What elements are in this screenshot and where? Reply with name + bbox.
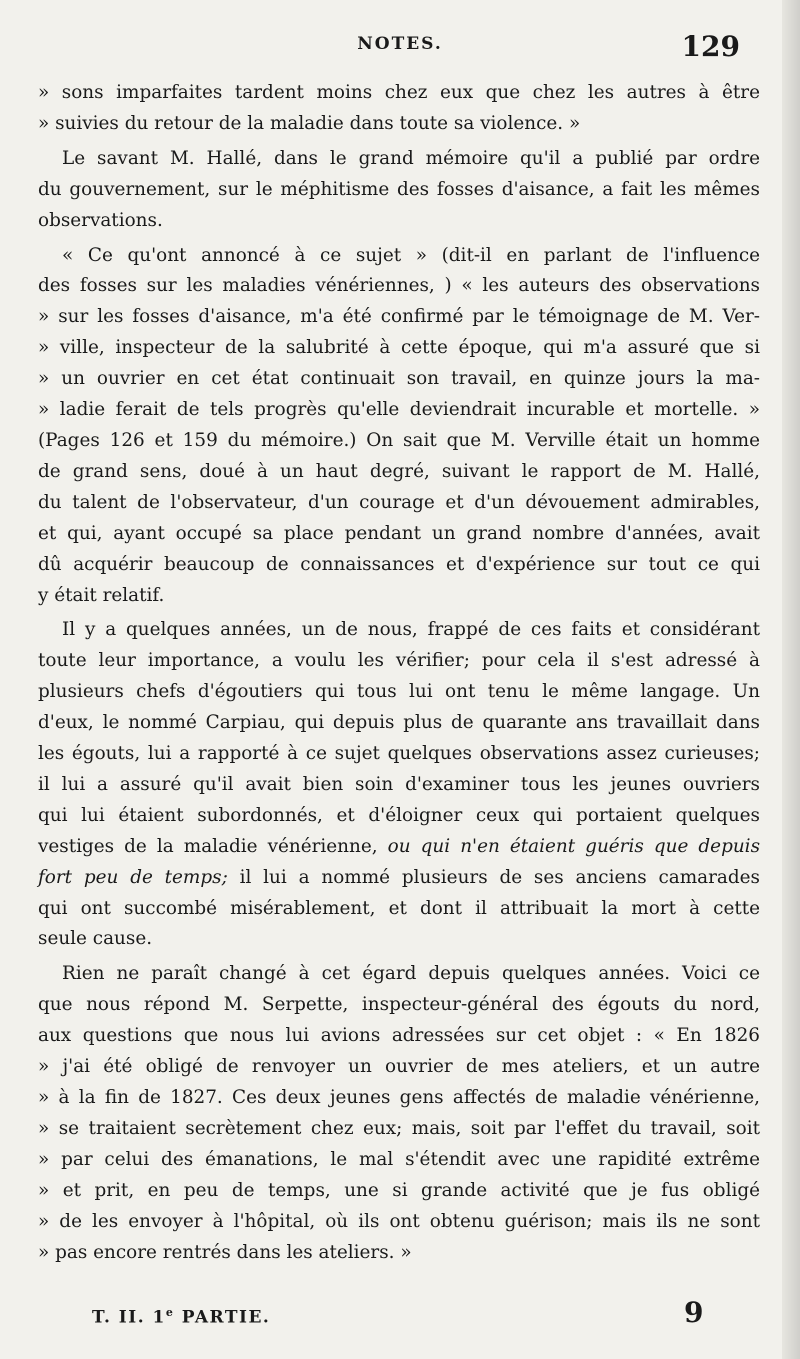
paragraph-5 [38, 959, 760, 1268]
text-line: seule cause. [38, 928, 153, 950]
paragraph-1 [38, 78, 760, 140]
text-line: » par celui des émanations, le mal s'étendit avec une rapidité extrême [38, 1148, 760, 1170]
line-text: vestiges de la maladie vénérienne, [38, 835, 388, 857]
page-header [0, 30, 800, 70]
text-line: » ladie ferait de tels progrès qu'elle deviendrait incurable et mortelle. » [38, 399, 760, 421]
text-line: y était relatif. [38, 584, 165, 606]
text-line: aux questions que nous lui avions adressées sur cet objet : « En 1826 [38, 1025, 760, 1047]
line-text: Le savant M. Hallé, dans le grand mémoire qu'il a publié par ordre [62, 147, 760, 169]
signature-superscript: e [165, 1306, 175, 1319]
paragraph-4 [38, 615, 760, 955]
text-line-with-italic [38, 832, 760, 863]
text-line: plusieurs chefs d'égoutiers qui tous lui ont tenu le même langage. Un [38, 681, 760, 703]
line-text: il lui a nommé plusieurs de ses anciens camarades [227, 866, 760, 888]
text-line [38, 144, 760, 175]
text-line: les égouts, lui a rapporté à ce sujet quelques observations assez curieuses; [38, 743, 760, 765]
text-line [38, 615, 760, 646]
text-line: » sons imparfaites tardent moins chez eux que chez les autres à être [38, 82, 760, 103]
sheet-number: 9 [684, 1296, 704, 1329]
text-line: d'eux, le nommé Carpiau, qui depuis plus de quarante ans travaillait dans [38, 712, 760, 734]
text-line: » pas encore rentrés dans les ateliers. » [38, 1241, 412, 1263]
text-line: » se traitaient secrètement chez eux; mais, soit par l'effet du travail, soit [38, 1117, 760, 1139]
text-line: toute leur importance, a voulu les vérifier; pour cela il s'est adressé à [38, 650, 760, 672]
text-line: qui ont succombé misérablement, et dont il attribuait la mort à cette [38, 897, 760, 919]
text-line-with-italic [38, 863, 760, 894]
signature-prefix: T. II. 1 [92, 1307, 166, 1328]
line-text: Il y a quelques années, un de nous, frappé de ces faits et considérant [62, 619, 760, 641]
text-line: dû acquérir beaucoup de connaissances et d'expérience sur tout ce qui [38, 553, 760, 575]
text-line: et qui, ayant occupé sa place pendant un grand nombre d'années, avait [38, 522, 760, 544]
text-line: » de les envoyer à l'hôpital, où ils ont obtenu guérison; mais ils ne sont [38, 1210, 760, 1232]
text-line: qui lui étaient subordonnés, et d'éloigner ceux qui portaient quelques [38, 804, 760, 826]
text-line: » j'ai été obligé de renvoyer un ouvrier de mes ateliers, et un autre [38, 1056, 760, 1078]
text-line: (Pages 126 et 159 du mémoire.) On sait que M. Verville était un homme [38, 429, 760, 451]
text-line: » et prit, en peu de temps, une si grande activité que je fus obligé [38, 1179, 760, 1201]
text-line: que nous répond M. Serpette, inspecteur-général des égouts du nord, [38, 994, 760, 1016]
line-text: Rien ne paraît changé à cet égard depuis quelques années. Voici ce [62, 963, 760, 985]
italic-text: fort peu de temps; [38, 866, 228, 888]
text-line: » suivies du retour de la maladie dans toute sa violence. » [38, 112, 581, 134]
text-line: » à la fin de 1827. Ces deux jeunes gens affectés de maladie vénérienne, [38, 1087, 760, 1108]
text-line: il lui a assuré qu'il avait bien soin d'examiner tous les jeunes ouvriers [38, 773, 760, 795]
line-text: « Ce qu'ont annoncé à ce sujet » (dit-il en parlant de l'influence [62, 244, 760, 266]
italic-text: ou qui n'en étaient guéris que depuis [387, 835, 761, 857]
page-footer [0, 1296, 800, 1346]
text-line: » ville, inspecteur de la salubrité à cette époque, qui m'a assuré que si [38, 337, 760, 359]
text-line: du gouvernement, sur le méphitisme des fosses d'aisance, a fait les mêmes [38, 178, 760, 200]
signature-mark [92, 1306, 270, 1328]
paragraph-2 [38, 144, 760, 237]
page-number: 129 [681, 30, 740, 63]
text-line: de grand sens, doué à un haut degré, suivant le rapport de M. Hallé, [38, 460, 760, 482]
text-line: des fosses sur les maladies vénériennes, ) « les auteurs des observations [38, 275, 760, 297]
signature-suffix: PARTIE. [174, 1307, 271, 1328]
text-line [38, 959, 760, 990]
paragraph-3 [38, 241, 760, 612]
text-line: du talent de l'observateur, d'un courage et d'un dévouement admirables, [38, 491, 760, 513]
running-title: NOTES. [357, 34, 443, 54]
page-edge-shadow [782, 0, 800, 1359]
text-line: observations. [38, 209, 163, 231]
body-text [38, 78, 760, 1268]
text-line: » sur les fosses d'aisance, m'a été confirmé par le témoignage de M. Ver- [38, 306, 760, 328]
text-line [38, 241, 760, 272]
text-line: » un ouvrier en cet état continuait son travail, en quinze jours la ma- [38, 368, 760, 390]
